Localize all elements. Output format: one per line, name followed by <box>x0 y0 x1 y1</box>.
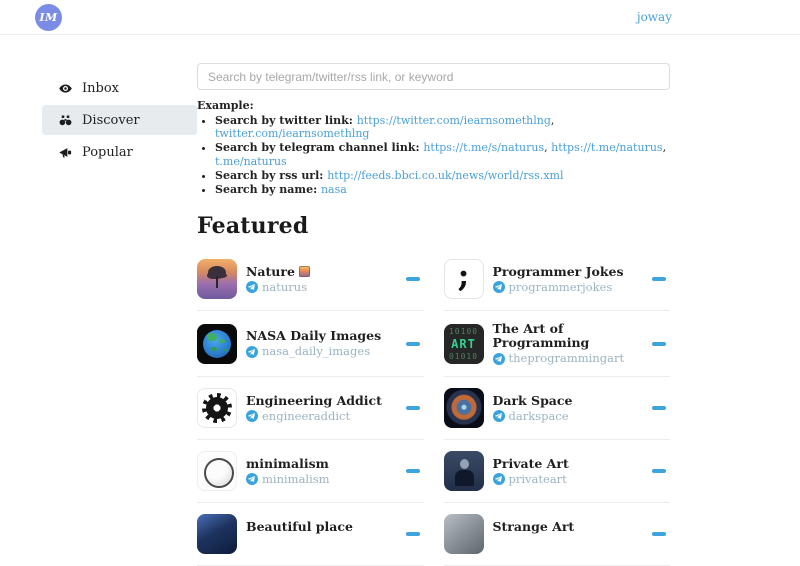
telegram-icon <box>493 281 505 293</box>
remove-channel-button[interactable] <box>652 277 666 281</box>
channel-handle-link[interactable] <box>493 281 653 294</box>
thumbnail-text: ; <box>457 256 470 294</box>
featured-item <box>197 440 424 503</box>
examples-title: Example: <box>197 99 254 112</box>
channel-title: The Art of Programming <box>492 321 590 350</box>
remove-channel-button[interactable] <box>652 406 666 410</box>
thumbnail-portrait <box>444 451 484 491</box>
channel-handle-text: minimalism <box>262 471 330 486</box>
channel-title: Beautiful place <box>246 519 353 534</box>
sidebar <box>30 35 197 566</box>
channel-handle-link[interactable] <box>246 281 406 294</box>
thumbnail-beautiful <box>197 514 237 554</box>
channel-handle-text: darkspace <box>508 408 569 423</box>
channel-title: Strange Art <box>492 519 575 534</box>
channel-info <box>246 394 406 423</box>
channel-info <box>246 265 406 294</box>
thumbnail-strange <box>444 514 484 554</box>
telegram-icon <box>246 281 258 293</box>
example-links <box>321 183 347 196</box>
featured-item <box>444 377 671 440</box>
remove-channel-button[interactable] <box>406 532 420 536</box>
channel-handle-text: privateart <box>508 471 567 486</box>
example-links: https://t.me/s/naturus, https://t.me/naturus, t.me/naturus <box>215 141 667 168</box>
sidebar-item-label: Inbox <box>82 80 119 96</box>
thumbnail-binary-text: 01010 <box>448 351 479 361</box>
featured-item <box>197 311 424 377</box>
thumbnail-art <box>444 324 484 364</box>
channel-info <box>493 520 653 548</box>
remove-channel-button[interactable] <box>652 469 666 473</box>
example-link[interactable]: https://twitter.com/iearnsomethlng <box>356 113 551 127</box>
remove-channel-button[interactable] <box>406 277 420 281</box>
featured-item <box>197 503 424 566</box>
featured-item <box>197 248 424 311</box>
channel-handle-text: engineeraddict <box>262 408 351 423</box>
channel-handle-link[interactable] <box>493 410 653 423</box>
remove-channel-button[interactable] <box>406 342 420 346</box>
telegram-icon <box>246 473 258 485</box>
thumbnail-text: ART <box>451 336 476 351</box>
example-label: Search by twitter link: <box>215 113 357 127</box>
channel-title: minimalism <box>246 455 329 471</box>
thumbnail-nature <box>197 259 237 299</box>
example-links <box>327 169 563 182</box>
user-link[interactable]: joway <box>636 10 672 24</box>
example-label: Search by telegram channel link: <box>215 141 424 154</box>
channel-handle-text: nasa_daily_images <box>262 344 371 358</box>
telegram-icon <box>493 473 505 485</box>
telegram-icon <box>493 410 505 422</box>
channel-info <box>493 457 653 486</box>
example-list-item <box>215 169 670 183</box>
example-link[interactable]: http://feeds.bbci.co.uk/news/world/rss.xml <box>327 168 564 182</box>
channel-info <box>246 457 406 486</box>
top-header <box>0 0 800 35</box>
search-input[interactable] <box>197 63 670 90</box>
sidebar-item-label: Discover <box>82 112 140 128</box>
telegram-icon <box>246 346 258 358</box>
channel-handle-text: theprogrammingart <box>508 351 625 365</box>
app-logo-avatar: IM <box>35 4 62 31</box>
channel-title: Dark Space <box>492 392 573 408</box>
channel-handle-link[interactable] <box>246 345 406 358</box>
sidebar-item-label: Popular <box>82 144 133 160</box>
example-list-item <box>215 114 670 141</box>
channel-title: Engineering Addict <box>246 392 382 408</box>
channel-info <box>246 520 406 548</box>
thumbnail-binary-text: 10100 <box>448 326 479 336</box>
eye-icon <box>58 81 73 96</box>
channel-handle-link[interactable] <box>493 473 653 486</box>
thumbnail-semicolon <box>444 256 484 299</box>
main-content <box>197 35 670 566</box>
featured-item <box>197 377 424 440</box>
sidebar-item-discover[interactable] <box>42 105 197 135</box>
thumbnail-earth <box>197 324 237 364</box>
examples-block <box>197 99 670 196</box>
example-links: https://twitter.com/iearnsomethlng, twitter.com/iearnsomethlng <box>215 113 555 140</box>
example-link[interactable]: nasa <box>320 182 347 196</box>
example-link[interactable]: https://t.me/naturus <box>551 141 663 154</box>
remove-channel-button[interactable] <box>406 469 420 473</box>
binoculars-icon <box>58 113 73 128</box>
channel-info <box>493 394 653 423</box>
thumbnail-circle <box>197 451 237 491</box>
thumbnail-gear <box>197 388 237 428</box>
featured-item <box>444 503 671 566</box>
channel-title: Nature <box>246 265 406 279</box>
example-list-item <box>215 183 670 197</box>
example-label: Search by name: <box>215 182 321 196</box>
remove-channel-button[interactable] <box>406 406 420 410</box>
channel-info <box>246 329 406 358</box>
remove-channel-button[interactable] <box>652 342 666 346</box>
featured-item <box>444 311 671 377</box>
channel-info <box>493 322 653 365</box>
telegram-icon <box>246 410 258 422</box>
channel-handle-link[interactable] <box>246 473 406 486</box>
example-label: Search by rss url: <box>215 168 328 182</box>
channel-title: Programmer Jokes <box>492 263 624 279</box>
megaphone-icon <box>58 145 73 160</box>
page-layout <box>0 35 800 566</box>
channel-info <box>493 265 653 294</box>
featured-item <box>444 440 671 503</box>
sunset-emoji <box>299 266 310 277</box>
sidebar-item-popular[interactable] <box>42 137 197 167</box>
thumbnail-nebula <box>444 388 484 428</box>
example-link[interactable]: twitter.com/iearnsomethlng <box>215 127 370 140</box>
channel-handle-link[interactable] <box>493 352 653 365</box>
channel-handle-text: naturus <box>262 279 308 294</box>
example-list-item <box>215 141 670 168</box>
telegram-icon <box>493 353 505 365</box>
featured-grid <box>197 248 670 566</box>
examples-list <box>197 114 670 197</box>
example-link[interactable]: t.me/naturus <box>215 154 287 168</box>
channel-title: Private Art <box>492 455 569 471</box>
sidebar-item-inbox[interactable] <box>42 73 197 103</box>
channel-handle-text: programmerjokes <box>508 279 613 294</box>
featured-heading: Featured <box>197 213 309 239</box>
remove-channel-button[interactable] <box>652 532 666 536</box>
channel-handle-link[interactable] <box>246 410 406 423</box>
channel-title: NASA Daily Images <box>246 328 382 343</box>
featured-item <box>444 248 671 311</box>
example-link[interactable]: https://t.me/s/naturus <box>423 141 545 154</box>
